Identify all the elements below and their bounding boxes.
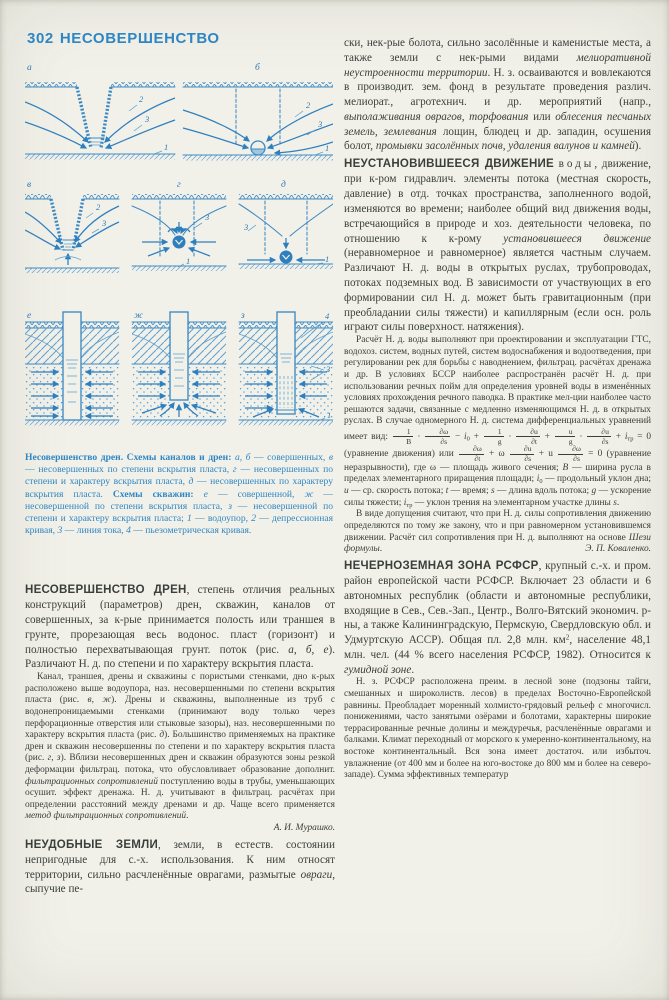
callout-number: 3 [205, 212, 210, 222]
fraction: $\frac{1}{g}$ [484, 428, 504, 445]
callout-number: 3 [326, 364, 331, 374]
panel-label: з [241, 311, 245, 321]
article-neustanovivsheesya-dvizhenie-lead: НЕУСТАНОВИВШЕЕСЯ ДВИЖЕНИЕ воды, движение, при к-ром гидравлич. элементы потока (местная скорость, давление) в отд. точках пространства, заполненного водой, изменяются во времени; наиболее общий вид движения воды, встречающийся в природе и хоз. деятельности человека, по отношению к к-рому установившееся движение (неравномерное и равномерное) является частным случаем. Различают Н. д. воды в открытых руслах, трубопроводах, потоках подземных вод. В зависимости от участвующих в его формировании сил Н. д. может быть гравитационным (при преобладании силы тяжести) и капиллярным (если осн. роль играют силы поверхност. натяжения). [344, 158, 652, 334]
callout-number: 2 [96, 202, 101, 212]
panel-label: д [281, 180, 286, 190]
panel-label: е [27, 311, 32, 321]
figure-panel-z [239, 311, 333, 426]
fraction: $\frac{\partial\omega}{\partial t}$ [459, 445, 484, 462]
page-number: 302 [27, 30, 54, 47]
signature-murashko: А. И. Мурашко. [273, 823, 335, 834]
callout-number: 1 [325, 143, 330, 153]
figure-panel-e [25, 311, 119, 426]
callout-number: 3 [145, 114, 150, 124]
callout-number: 2 [306, 100, 311, 110]
figure-panel-a [25, 63, 175, 160]
callout-number: 3 [102, 218, 107, 228]
callout-number: 3 [318, 119, 323, 129]
figure-panel-v [25, 180, 119, 273]
article-neudobnye-zemli-continued: ски, нек-рые болота, сильно засолённые и каменистые места, а также земли с нек-рыми видами мелиоративной неустроенности территории. Н. з. осваиваются и вовлекаются в производит. зем. фонд в результате проведения различ. мелиорат., агротехнич. и др. мероприятий (напр., выполаживания оврагов, торфования или облесения песчаных земель, землевания лощин, блюдец и др. западин, осушения болот, промывки засолённых почв, удаления валунов и камней). [344, 37, 652, 153]
article-neudobnye-zemli-lead: НЕУДОБНЫЕ ЗЕМЛИ, земли, в естеств. состоянии непригодные для с.-х. использования. К ним относят территории, сильно расчленённые оврагами, размытые овраги, сыпучие пе- [25, 838, 335, 896]
running-title: НЕСОВЕРШЕНСТВО [59, 30, 220, 47]
fraction: $\frac{\partial u}{\partial s}$ [510, 445, 534, 462]
figure-panel-d [239, 179, 333, 269]
callout-number: 2 [139, 94, 144, 104]
figure-panel-g [132, 180, 226, 271]
fraction: $\frac{\partial u}{\partial t}$ [516, 428, 540, 445]
fraction: $\frac{1}{B}$ [393, 428, 413, 445]
drainage-schemes-figure [25, 54, 333, 448]
article-nechernozemnaya-zona-lead: НЕЧЕРНОЗЕМНАЯ ЗОНА РСФСР, крупный с.-х. и пром. район европейской части РСФСР. Включает 23 области и 6 автономных республик (области и автономные республики, входящие в Сев., Сев.-Зап., Центр., Волго-Вятский экономич. р-ны, а также Калининградскую, Пермскую, Свердловскую обл. и Удмуртскую АССР). Общая пл. 2,8 млн. $км^2$, население 48,1 млн. чел. (44 % всего населения РСФСР, 1982). Относится к гумидной зоне. [344, 559, 651, 676]
fraction: $\frac{\partial u}{\partial s}$ [587, 428, 611, 445]
panel-label: б [255, 63, 260, 73]
callout-number: 1 [186, 256, 191, 266]
panel-label: а [27, 63, 32, 73]
figure-caption: Несовершенство дрен. Схемы каналов и дрен: а, б — совершенных, в — несовершенных по степени вскрытия пласта, г — несовершенных по степени и характеру вскрытия пласта, д — несовершенных по характеру вскрытия пласта. Схемы скважин: е — совершенной, ж — несовершенной по степени вскрытия пласта, з — несовершенной по степени и характеру вскрытия пласта; 1 — водоупор, 2 — депрессионная кривая, 3 — линия тока, 4 — пьезометрическая кривая. [25, 452, 334, 537]
callout-number: 4 [325, 311, 330, 321]
running-head [27, 30, 226, 47]
article-nechernozemnaya-zona-detail: Н. з. РСФСР расположена преим. в лесной зоне (подзоны тайги, смешанных и широколиств. лесов) в пределах Восточно-Европейской равнины. Преобладает моренный холмисто-грядовый рельеф с многочисл. понижениями, часто занятыми озёрами и болотами, характерны широкие террасированные речные долины и междуречья, расчленённые оврагами и балками. Климат переходный от морского к умеренно-континентальному, на востоке континентальный. Вся зона имеет достаточ. или избыточ. увлажнение (от 400 мм и более на юго-востоке до 800 мм и более на северо-западе). Сумма эффективных температур [344, 677, 651, 781]
article-neustanovivsheesya-dvizhenie-calc: Расчёт Н. д. воды выполняют при проектировании и эксплуатации ГТС, водохоз. систем, водных путей, систем водоснабжения и водоотведения, при регулировании рек для борьбы с наводнением, фильтрац. расчётах дренажа и др. В условиях БССР наиболее распространён расчёт Н. д. при использовании речных пойм для определения уровней воды в изменённых условиях прохождения речного паводка. В практике мел-ции наиболее часто решаются задачи, связанные с медленно изменяющимся Н. д. в открытых руслах. В случае одномерного Н. д. система дифференциальных уравнений имеет вид: $\frac{1}{B}$ · $\frac{\partial\omega}{\partial s}$ − i0 + $\frac{1}{g}$ · $\frac{\partial u}{\partial t}$ + $\frac{u}{g}$ · $\frac{\partial u}{\partial s}$ + iтр = 0 (уравнение движения) или $\frac{\partial\omega}{\partial t}$ + ω $\frac{\partial u}{\partial s}$ + u $\frac{\partial\omega}{\partial s}$ = 0 (уравнение неразрывности), где ω — площадь живого сечения; B — ширина русла в пределах элементарного приращения площади; i0 — продольный уклон дна; u — ср. скорость потока; t — время; s — длина вдоль потока; g — ускорение силы тяжести; iтр — уклон трения на элементарном участке длины s. [344, 335, 652, 509]
callout-number: 1 [325, 254, 330, 264]
article-neustanovivsheesya-dvizhenie-note: В виде допущения считают, что при Н. д. силы сопротивления движению определяются по тому же закону, что и при равномерном установившемся движении. Расчёт сил сопротивления при Н. д. выполняют на основе Шези формулы. Э. П. Коваленко. [344, 509, 651, 555]
callout-number: 3 [244, 222, 249, 232]
figure-panel-zh [132, 311, 226, 426]
article-nesovershenstvo-dren-detail: Канал, траншея, дрены и скважины с пористыми стенками, дно к-рых расположено выше водоупора, наз. несовершенными по степени вскрытия пласта (рис. в, ж). Дрены и скважины, выполненные из труб с водонепроницаемыми стенками (принимают воду только через перфорационные отверстия или стыковые зазоры), наз. несовершенными по характеру вскрытия пласта (рис. д). Большинство применяемых на практике дрен и скважин несовершенны по степени и по характеру вскрытия пласта (рис. г, з). Вблизи несовершенных дрен и скважин образуются зоны резкой деформации фильтрац. потока, что обусловливает образование дополнит. фильтрационных сопротивлений поступлению воды в трубы, уменьшающих осушит. эффект дренажа. Н. д. учитывают в фильтрац. расчётах при определении расстояний между дренами и др. Чаще всего применяется метод фильтрационных сопротивлений. [25, 672, 335, 822]
panel-label: г [177, 180, 181, 190]
callout-number: 1 [327, 410, 332, 420]
callout-number: 1 [164, 142, 169, 152]
panel-label: ж [134, 311, 143, 321]
column-right [344, 36, 651, 782]
figure-panel-b [183, 62, 333, 161]
fraction: $\frac{\partial\omega}{\partial s}$ [425, 428, 450, 445]
fraction: $\frac{\partial\omega}{\partial s}$ [558, 445, 583, 462]
column-left [25, 583, 335, 897]
panel-label: в [27, 180, 32, 190]
article-nesovershenstvo-dren-lead: НЕСОВЕРШЕНСТВО ДРЕН, степень отличия реальных конструкций (параметров) дрен, скважин, каналов от совершенных, за к-рые принимается полость или траншея в грунте, прорезающая весь водонос. пласт (горизонт) и полностью перехватывающая грунт. поток (рис. а, б, е). Различают Н. д. по степени и по характеру вскрытия пласта. [25, 584, 336, 671]
fraction: $\frac{u}{g}$ [555, 428, 575, 445]
